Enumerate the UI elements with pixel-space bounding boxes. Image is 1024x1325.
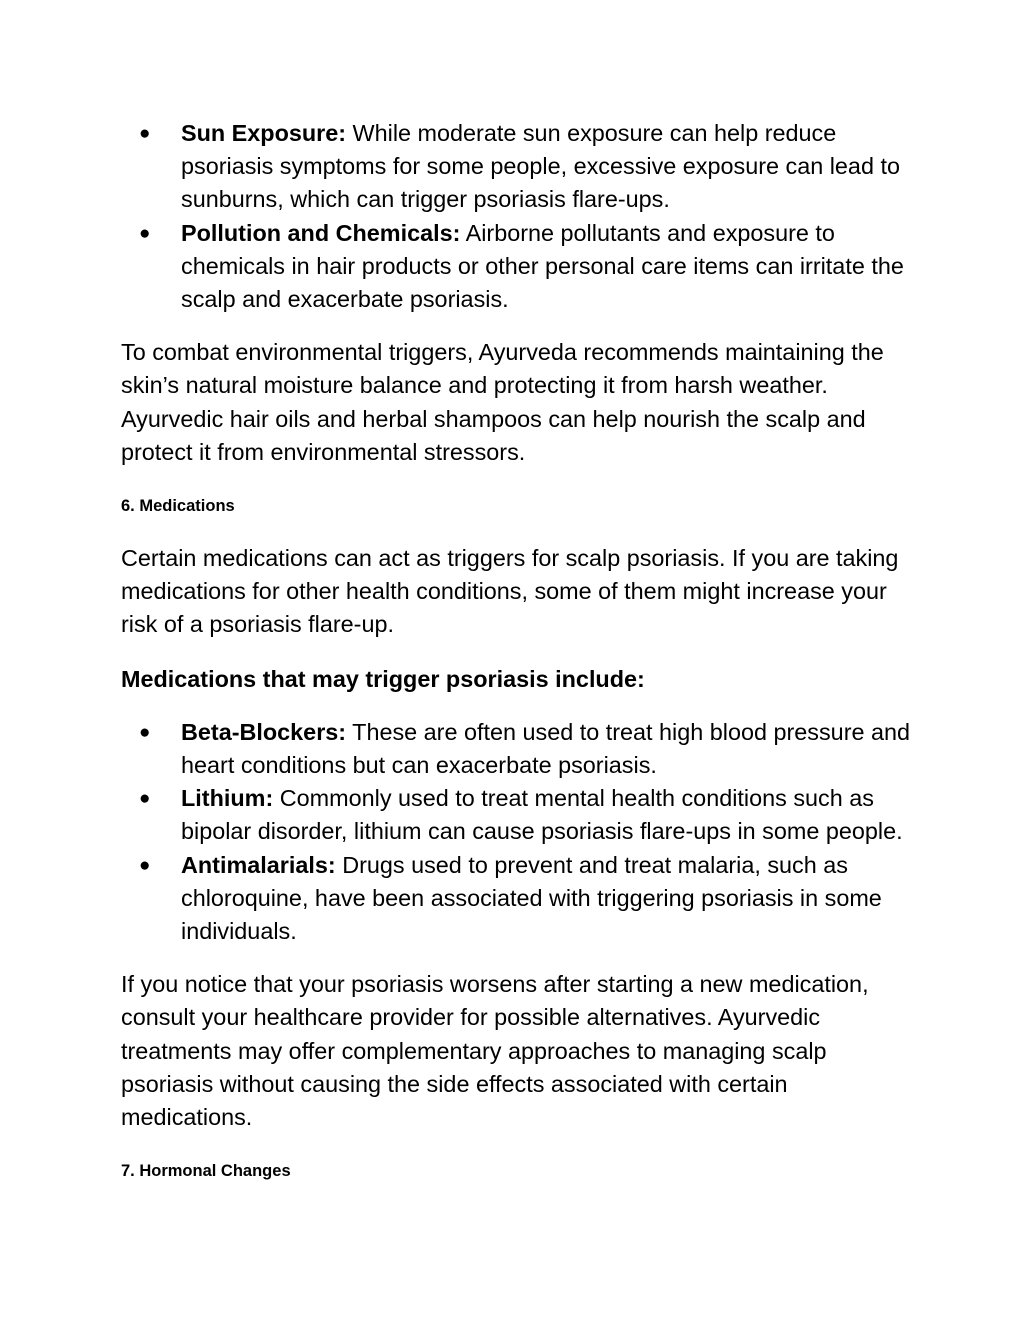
bullet-icon: ● — [139, 788, 151, 810]
medications-paragraph: Certain medications can act as triggers for scalp psoriasis. If you are taking medications for other health conditions, some of them might increase your risk of a psoriasis flare-up. — [121, 545, 899, 638]
bullet-icon: ● — [139, 721, 151, 743]
list-item — [121, 217, 911, 317]
medications-list — [121, 716, 911, 948]
list-item — [121, 782, 911, 848]
list-item-term: Lithium: — [181, 785, 274, 812]
notice-paragraph: If you notice that your psoriasis worsens after starting a new medication, consult your healthcare provider for possible alternatives. Ayurvedic treatments may offer complementary approaches to managing scalp psoriasis without causing the side effects associated with certain medications. — [121, 971, 869, 1131]
list-item-text: Commonly used to treat mental health conditions such as bipolar disorder, lithium can cause psoriasis flare-ups in some people. — [181, 785, 903, 845]
list-item-term: Sun Exposure: — [181, 120, 347, 146]
list-item-term: Pollution and Chemicals: — [181, 219, 461, 246]
list-item — [121, 716, 911, 782]
list-item-term: Antimalarials: — [181, 851, 336, 878]
section-heading-hormonal: 7. Hormonal Changes — [121, 1162, 291, 1181]
bullet-icon: ● — [139, 854, 151, 876]
list-item-text: These are often used to treat high blood pressure and heart conditions but can exacerbate psoriasis. — [181, 718, 911, 779]
list-item-text: While moderate sun exposure can help reduce psoriasis symptoms for some people, excessive exposure can lead to sunburns, which can trigger psoriasis flare-ups. — [181, 120, 900, 213]
environmental-triggers-list — [121, 117, 911, 316]
list-item — [121, 117, 911, 217]
environment-paragraph: To combat environmental triggers, Ayurveda recommends maintaining the skin’s natural moisture balance and protecting it from harsh weather. Ayurvedic hair oils and herbal shampoos can help nourish the scalp and protect it from environmental stressors. — [121, 339, 884, 465]
list-item-term: Beta-Blockers: — [181, 718, 347, 745]
list-item — [121, 849, 911, 949]
document-page — [121, 117, 911, 1182]
list-item-text: Drugs used to prevent and treat malaria, such as chloroquine, have been associated with triggering psoriasis in some individuals. — [181, 851, 882, 945]
medications-list-intro: Medications that may trigger psoriasis include: — [121, 665, 645, 692]
bullet-icon: ● — [139, 123, 151, 144]
section-heading-medications: 6. Medications — [121, 497, 235, 516]
bullet-icon: ● — [139, 222, 151, 244]
list-item-text: Airborne pollutants and exposure to chemicals in hair products or other personal care items can irritate the scalp and exacerbate psoriasis. — [181, 219, 904, 313]
